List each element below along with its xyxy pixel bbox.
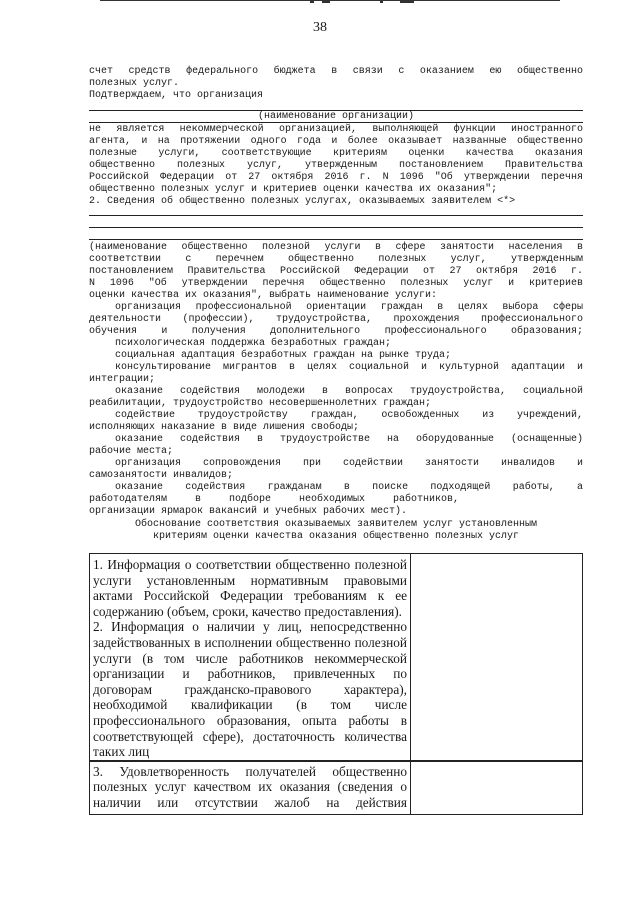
justification-title-line-2: критериям оценки качества оказания общественно полезных услуг [152,531,520,542]
service-item-cont: интеграции; [89,374,156,385]
criteria-line: услуги (в том числе работников некоммерческой [93,650,407,666]
services-caption-line-1: (наименование общественно полезной услуги в сфере занятости населения в [89,242,583,253]
service-blank-2 [89,227,583,228]
justification-table [89,553,583,815]
intro-line-1: счет средств федерального бюджета в связи с оказанием ею общественно [89,66,583,77]
criteria-line: актами Российской Федерации требованиям к ее [93,588,407,604]
criteria-line: таких лиц [93,744,150,760]
body-line-2: агента, и на протяжении одного года и более оказывает названные общественно [89,136,583,147]
criteria-line: 2. Информация о наличии у лиц, непосредственно [93,619,407,635]
criteria-cell [90,761,411,815]
intro-line-2: полезных услуг. [89,78,180,89]
org-name-caption: (наименование организации) [257,111,415,122]
response-cell [411,554,583,761]
service-item-cont: работодателям в подборе необходимых работников, [89,494,459,505]
criteria-line: соответствующей сфере), достаточность количества [93,728,407,744]
service-item: содействие трудоустройству граждан, освобожденных из учреждений, [115,410,583,421]
service-item: оказание содействия молодежи в вопросах трудоустройства, социальной [115,386,583,397]
service-item: оказание содействия в трудоустройстве на оборудованные (оснащенные) [115,434,583,445]
criteria-line: наличии или отсутствии жалоб на действия [93,794,407,810]
body-line-6: общественно полезных услуг и критериев оценки качества их оказания"; [89,184,498,195]
services-caption-line-4: N 1096 "Об утверждении перечня общественно полезных услуг и критериев [89,278,583,289]
criteria-line: задействованных в исполнении общественно полезной [93,634,407,650]
service-item: оказание содействия гражданам в поиске подходящей работы, а [115,482,583,493]
table-row [90,761,583,815]
section-2-heading: 2. Сведения об общественно полезных услугах, оказываемых заявителем <*> [89,196,516,207]
service-item-cont: исполняющих наказание в виде лишения свободы; [89,422,360,433]
criteria-text-1-2 [90,554,410,760]
criteria-cell [90,554,411,761]
service-item-cont: самозанятости инвалидов; [89,470,234,481]
criteria-line: необходимой квалификации (в том числе [93,697,407,713]
criteria-text-3 [90,762,410,811]
service-item-cont: обучения и получения дополнительного профессионального образования; [89,326,583,337]
criteria-line: договорам гражданско-правового характера), [93,681,407,697]
confirm-line: Подтверждаем, что организация [89,90,264,101]
body-line-5: Российской Федерации от 27 октября 2016 г. N 1096 "Об утверждении перечня [89,172,583,183]
services-caption-line-2: соответствии с перечнем общественно полезных услуг, утвержденным [89,254,583,265]
body-line-1: не является некоммерческой организацией, выполняющей функции иностранного [89,124,583,135]
service-blank-3 [89,239,583,240]
service-item: организация профессиональной ориентации граждан в целях выбора сферы [115,302,583,313]
table-row [90,554,583,761]
service-blank-1 [89,215,583,216]
criteria-line: 1. Информация о соответствии общественно полезной [93,557,407,572]
criteria-line: содержанию (объем, сроки, качество предоставления). [93,603,403,619]
services-caption-line-5: оценки качества их оказания", выбрать наименование услуги: [89,290,438,301]
criteria-line: организации и работников, привлеченных по [93,666,407,682]
criteria-line: 3. Удовлетворенность получателей общественно [93,763,407,779]
service-item: консультирование мигрантов в целях социальной и культурной адаптации и [115,362,583,373]
justification-title-line-1: Обоснование соответствия оказываемых заявителем услуг установленным [134,519,538,530]
body-line-4: общественно полезных услуг, утвержденным постановлением Правительства [89,160,583,171]
service-item-cont: реабилитации, трудоустройство несовершеннолетних граждан; [89,398,432,409]
services-caption-line-3: постановлением Правительства Российской Федерации от 27 октября 2016 г. [89,266,583,277]
service-item: организация сопровождения при содействии занятости инвалидов и [115,458,583,469]
page-number: 38 [313,20,327,35]
response-cell [411,761,583,815]
body-line-3: полезные услуги, соответствующие критериям оценки качества оказания [89,148,583,159]
service-item: социальная адаптация безработных граждан на рынке труда; [115,350,452,361]
service-item: психологическая поддержка безработных граждан; [115,338,392,349]
service-item-cont: организации ярмарок вакансий и учебных рабочих мест). [89,506,408,517]
criteria-line: услуги установленным нормативным правовыми [93,572,407,588]
scan-top-mark [100,0,560,3]
criteria-line: полезных услуг качеством их оказания (сведения о [93,779,407,795]
criteria-line: профессионального образования, опыта работы в [93,712,407,728]
service-item-cont: деятельности (профессии), трудоустройства, прохождения профессионального [89,314,583,325]
service-item-cont: рабочие места; [89,446,174,457]
org-name-underline [89,122,583,123]
